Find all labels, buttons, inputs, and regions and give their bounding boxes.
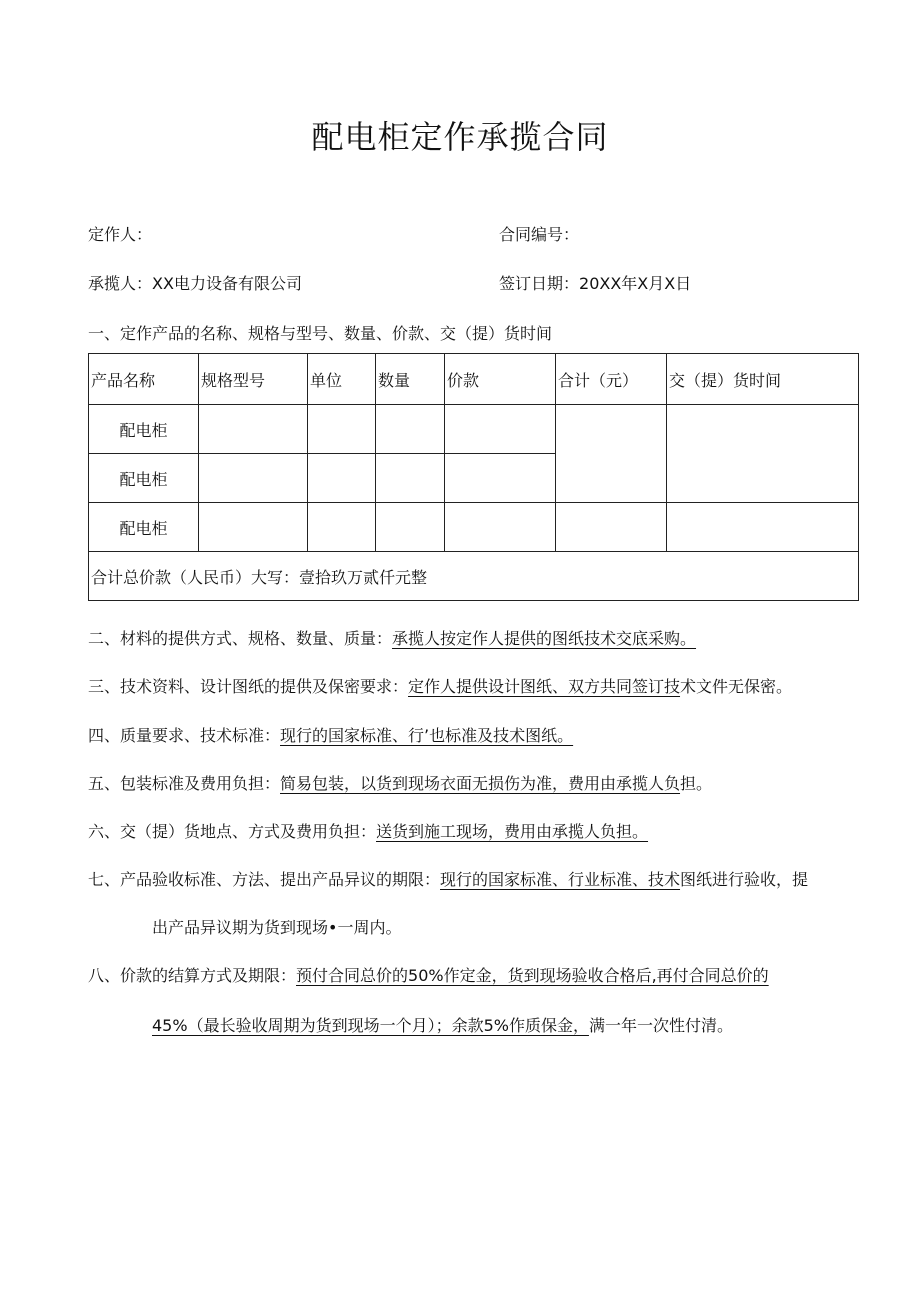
section2 bbox=[88, 626, 696, 649]
delivery-time-cell bbox=[667, 503, 859, 552]
table-total-row bbox=[89, 552, 859, 601]
section3 bbox=[88, 674, 792, 697]
table-header-cell: 数量 bbox=[376, 354, 445, 405]
spec-cell bbox=[199, 405, 308, 454]
product-name-cell: 配电柜 bbox=[89, 503, 199, 552]
section2-value: 承揽人按定作人提供的图纸技术交底采购。 bbox=[392, 629, 697, 648]
table-row bbox=[89, 405, 859, 454]
qty-cell bbox=[376, 503, 445, 552]
page-title: 配电柜定作承揽合同 bbox=[311, 118, 609, 156]
section8-line2 bbox=[152, 1013, 733, 1036]
price-cell bbox=[445, 454, 556, 503]
section4-value: 现行的国家标准、行’也标准及技术图纸。 bbox=[280, 726, 574, 745]
unit-cell bbox=[308, 503, 376, 552]
table-header-cell: 合计（元） bbox=[556, 354, 667, 405]
contractor-row bbox=[88, 271, 302, 294]
section6 bbox=[88, 819, 648, 842]
sign-date-label: 签订日期： bbox=[499, 274, 580, 293]
product-name-cell: 配电柜 bbox=[89, 454, 199, 503]
section5 bbox=[88, 771, 712, 794]
section8-line2-rest: 满一年一次性付清。 bbox=[588, 1016, 733, 1035]
section4 bbox=[88, 723, 573, 746]
contractor-value: XX电力设备有限公司 bbox=[152, 274, 302, 293]
section5-value-underlined: 简易包装，以货到现场衣面无损伤为准，费用由承揽人负 bbox=[280, 774, 681, 793]
table-header-cell: 交（提）货时间 bbox=[667, 354, 859, 405]
orderer-label: 定作人： bbox=[88, 225, 153, 244]
subtotal-cell bbox=[556, 503, 667, 552]
section5-value-rest: 担。 bbox=[680, 774, 713, 793]
section3-label: 三、技术资料、设计图纸的提供及保密要求： bbox=[88, 677, 409, 696]
table-header-cell: 产品名称 bbox=[89, 354, 199, 405]
total-label: 合计总价款（人民币）大写： bbox=[91, 567, 300, 587]
table-header-row bbox=[89, 354, 859, 405]
section8-label: 八、价款的结算方式及期限： bbox=[88, 966, 297, 985]
qty-cell bbox=[376, 454, 445, 503]
section7-line2: 出产品异议期为货到现场•一周内。 bbox=[152, 918, 402, 937]
table-header-cell: 价款 bbox=[445, 354, 556, 405]
contract-no-row bbox=[499, 222, 579, 245]
table-header-cell: 规格型号 bbox=[199, 354, 308, 405]
sign-date-value: 20XX年X月X日 bbox=[579, 274, 692, 293]
section2-label: 二、材料的提供方式、规格、数量、质量： bbox=[88, 629, 393, 648]
table-row bbox=[89, 503, 859, 552]
orderer-row bbox=[88, 222, 152, 245]
table-header-cell: 单位 bbox=[308, 354, 376, 405]
total-value: 壹拾玖万贰仟元整 bbox=[299, 567, 428, 587]
section3-value-underlined: 定作人提供设计图纸、双方共同签订技 bbox=[408, 677, 681, 696]
product-table bbox=[88, 353, 859, 601]
contractor-label: 承揽人： bbox=[88, 274, 153, 293]
section5-label: 五、包装标准及费用负担： bbox=[88, 774, 281, 793]
section3-value-rest: 术文件无保密。 bbox=[680, 677, 793, 696]
section7-value-rest: 图纸进行验收，提 bbox=[680, 870, 809, 889]
price-cell bbox=[445, 503, 556, 552]
sign-date-row bbox=[499, 271, 691, 294]
section8-value-line1: 预付合同总价的50%作定金，货到现场验收合格后,再付合同总价的 bbox=[296, 966, 769, 985]
unit-cell bbox=[308, 454, 376, 503]
section7-label: 七、产品验收标准、方法、提出产品异议的期限： bbox=[88, 870, 441, 889]
price-cell bbox=[445, 405, 556, 454]
subtotal-cell bbox=[556, 405, 667, 503]
spec-cell bbox=[199, 454, 308, 503]
section4-label: 四、质量要求、技术标准： bbox=[88, 726, 281, 745]
section1-heading: 一、定作产品的名称、规格与型号、数量、价款、交（提）货时间 bbox=[88, 324, 553, 343]
product-name-cell: 配电柜 bbox=[89, 405, 199, 454]
section8-line2-underlined: 45%（最长验收周期为货到现场一个月）；余款5%作质保金， bbox=[152, 1016, 589, 1035]
unit-cell bbox=[308, 405, 376, 454]
delivery-time-cell bbox=[667, 405, 859, 503]
total-price-cell bbox=[89, 552, 859, 601]
section8 bbox=[88, 963, 769, 986]
qty-cell bbox=[376, 405, 445, 454]
section6-value: 送货到施工现场，费用由承揽人负担。 bbox=[376, 822, 649, 841]
section6-label: 六、交（提）货地点、方式及费用负担： bbox=[88, 822, 377, 841]
contract-no-label: 合同编号： bbox=[499, 225, 580, 244]
section7-value-underlined: 现行的国家标准、行业标准、技术 bbox=[440, 870, 681, 889]
spec-cell bbox=[199, 503, 308, 552]
section7 bbox=[88, 867, 808, 890]
